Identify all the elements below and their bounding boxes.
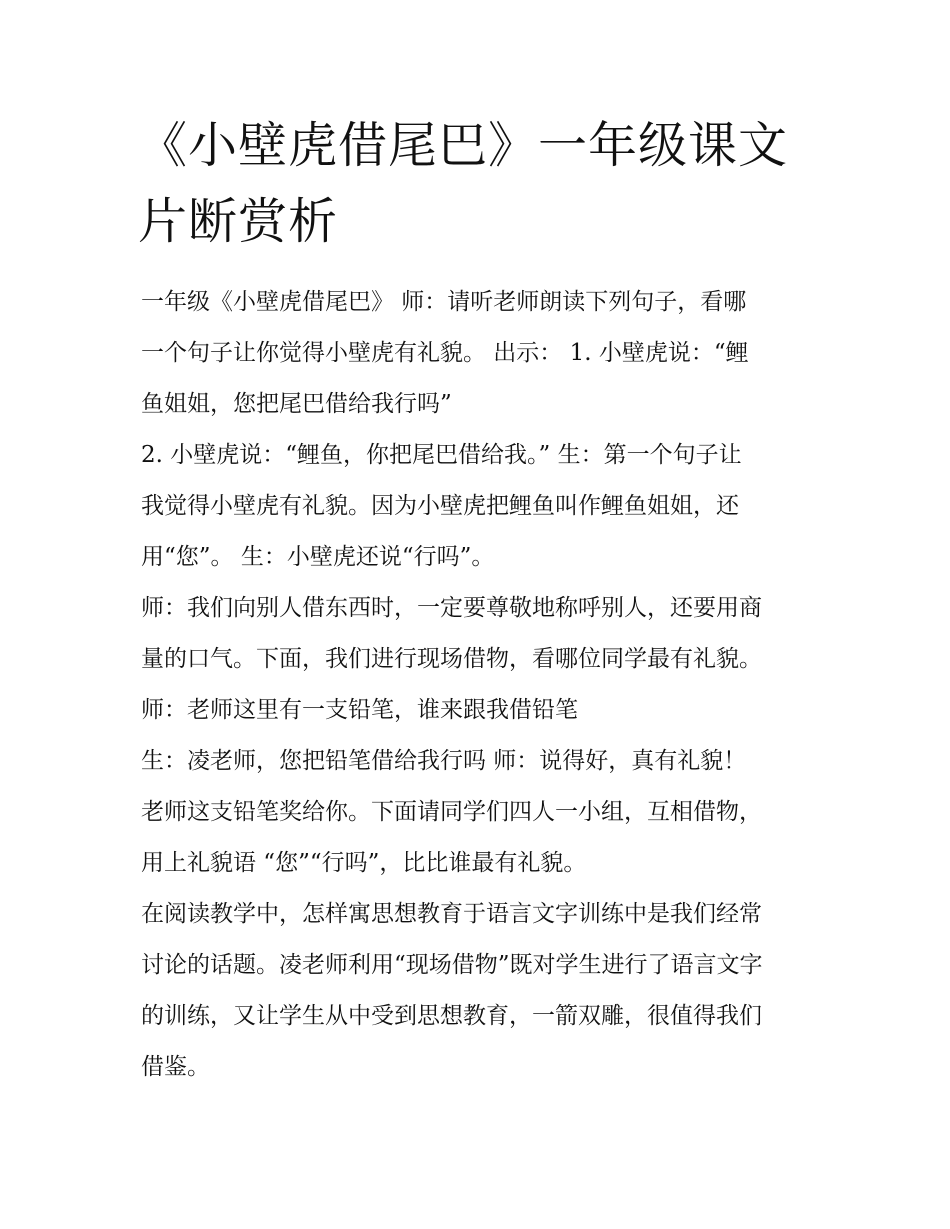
body-line: 老师这支铅笔奖给你。下面请同学们四人一小组，互相借物，: [141, 799, 762, 825]
body-line: 师：老师这里有一支铅笔，谁来跟我借铅笔: [141, 697, 578, 723]
body-line: 鱼姐姐，您把尾巴借给我行吗”: [141, 391, 452, 417]
body-line: 师：我们向别人借东西时，一定要尊敬地称呼别人，还要用商: [141, 595, 762, 621]
body-line: 在阅读教学中，怎样寓思想教育于语言文字训练中是我们经常: [141, 901, 762, 927]
title-line: 《小壁虎借尾巴》一年级课文: [138, 117, 789, 174]
document-body: [141, 277, 831, 1093]
title-line: 片断赏析: [138, 193, 339, 250]
body-line: 的训练，又让学生从中受到思想教育，一箭双雕，很值得我们: [141, 1003, 762, 1029]
document-title: [138, 108, 828, 260]
body-line: 我觉得小壁虎有礼貌。因为小壁虎把鲤鱼叫作鲤鱼姐姐，还: [141, 493, 739, 519]
body-line: 讨论的话题。凌老师利用“现场借物”既对学生进行了语言文字: [141, 952, 763, 978]
body-line: 借鉴。: [141, 1054, 210, 1080]
body-line: 量的口气。下面，我们进行现场借物，看哪位同学最有礼貌。: [141, 646, 762, 672]
body-line: 一年级《小壁虎借尾巴》 师：请听老师朗读下列句子，看哪: [141, 289, 747, 315]
body-line: 2. 小壁虎说：“鲤鱼，你把尾巴借给我。” 生：第一个句子让: [141, 442, 742, 468]
body-line: 用上礼貌语 “您”“行吗”，比比谁最有礼貌。: [141, 850, 587, 876]
body-line: 生：凌老师，您把铅笔借给我行吗 师：说得好，真有礼貌！: [141, 748, 747, 774]
body-line: 一个句子让你觉得小壁虎有礼貌。 出示： 1. 小壁虎说：“鲤: [141, 340, 749, 366]
body-line: 用“您”。 生：小壁虎还说“行吗”。: [141, 544, 495, 570]
